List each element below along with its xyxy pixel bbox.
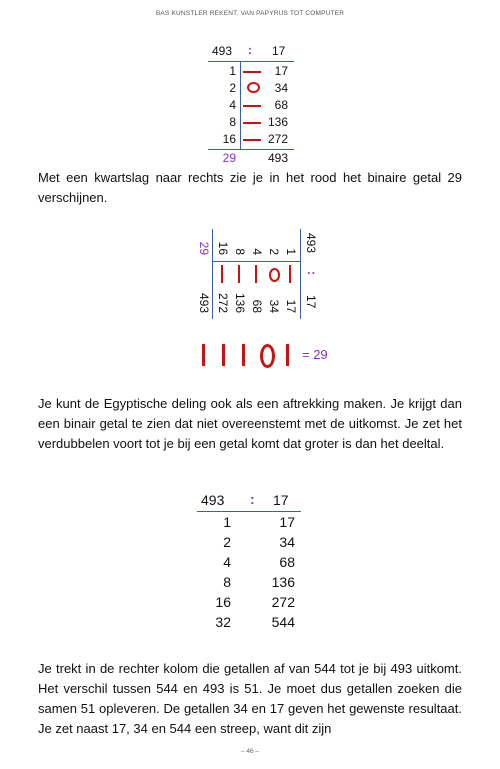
- zero-mark: [269, 268, 280, 282]
- binary-digit-one: [242, 344, 245, 366]
- binary-digit-one: [286, 344, 289, 366]
- row-right: 17: [279, 514, 295, 530]
- row-left: 8: [223, 574, 231, 590]
- rotated-division-table: [160, 225, 320, 325]
- paragraph-1: Met een kwartslag naar rechts zie je in het rood het binaire getal 29 verschijnen.: [38, 170, 462, 205]
- dash-mark: [255, 265, 257, 283]
- total-rule: [212, 229, 213, 319]
- row-left: 1: [229, 64, 236, 78]
- paragraph-2: Je kunt de Egyptische deling ook als een aftrekking maken. Je krijgt dan een binair getal te zien dat niet overeenstemt met de uitkomst. Je zet het verdubbelen voort tot je bij een getal komt dat groter is dan het deeltal.: [38, 396, 462, 451]
- row-left: 16: [215, 594, 231, 610]
- total-rule: [208, 149, 294, 150]
- division-table-1: [200, 42, 310, 167]
- total-left: 29: [222, 151, 236, 165]
- page-number: – 46 –: [240, 748, 260, 755]
- total-left: 29: [197, 241, 211, 255]
- row-left: 2: [267, 248, 281, 255]
- header-rule: [300, 229, 301, 319]
- row-left: 4: [229, 98, 236, 112]
- dash-mark: [243, 122, 261, 124]
- binary-digit-zero: [260, 344, 275, 368]
- row-left: 2: [229, 81, 236, 95]
- dash-mark: [221, 265, 223, 283]
- row-left: 16: [222, 132, 236, 146]
- division-table-2: [195, 490, 315, 635]
- divisor: 17: [272, 44, 286, 58]
- row-right: 272: [271, 594, 295, 610]
- running-header: BAS KUNSTLER REKENT. VAN PAPYRUS TOT COMPUTER: [155, 10, 345, 17]
- division-sign: :: [248, 43, 252, 57]
- row-right: 68: [274, 98, 288, 112]
- row-right: 272: [216, 292, 230, 313]
- row-right: 34: [274, 81, 288, 95]
- header-rule: [208, 61, 294, 62]
- row-left: 16: [216, 241, 230, 255]
- row-right: 17: [284, 299, 298, 313]
- row-right: 34: [267, 299, 281, 313]
- binary-equals: = 29: [302, 347, 328, 362]
- header-rule: [197, 511, 301, 512]
- row-right: 272: [267, 132, 288, 146]
- divisor: 17: [304, 295, 318, 309]
- column-rule: [240, 62, 241, 150]
- row-left: 32: [215, 614, 231, 630]
- dividend: 493: [201, 492, 225, 508]
- row-right: 17: [274, 64, 288, 78]
- row-right: 136: [267, 115, 288, 129]
- row-left: 1: [284, 248, 298, 255]
- dash-mark: [289, 265, 291, 283]
- row-left: 8: [229, 115, 236, 129]
- division-sign: :: [250, 491, 255, 507]
- binary-digit-one: [222, 344, 225, 366]
- dash-mark: [238, 265, 240, 283]
- rotated-table-inner: [160, 225, 320, 325]
- dash-mark: [243, 139, 261, 141]
- total-right: 493: [197, 292, 211, 313]
- row-right: 544: [271, 614, 295, 630]
- row-left: 4: [250, 248, 264, 255]
- dividend: 493: [212, 44, 233, 58]
- row-right: 34: [279, 534, 295, 550]
- division-sign: :: [305, 271, 319, 275]
- dash-mark: [243, 71, 261, 73]
- dividend: 493: [304, 233, 318, 254]
- row-left: 2: [223, 534, 231, 550]
- row-right: 136: [271, 574, 295, 590]
- column-rule: [212, 261, 300, 262]
- row-left: 1: [223, 514, 231, 530]
- zero-mark: [247, 82, 260, 93]
- binary-digit-one: [202, 344, 205, 366]
- divisor: 17: [273, 492, 289, 508]
- dash-mark: [243, 105, 261, 107]
- row-right: 68: [250, 299, 264, 313]
- row-left: 8: [233, 248, 247, 255]
- total-right: 493: [267, 151, 288, 165]
- row-right: 68: [279, 554, 295, 570]
- row-right: 136: [233, 292, 247, 313]
- row-left: 4: [223, 554, 231, 570]
- paragraph-3: Je trekt in de rechter kolom die getallen af van 544 tot je bij 493 uitkomt. Het verschil tussen 544 en 493 is 51. Je moet dus getallen zoeken die samen 51 opleveren. De getallen 34 en 17 geven het gewenste resultaat. Je zet naast 17, 34 en 544 een streep, want dit zijn: [38, 661, 462, 736]
